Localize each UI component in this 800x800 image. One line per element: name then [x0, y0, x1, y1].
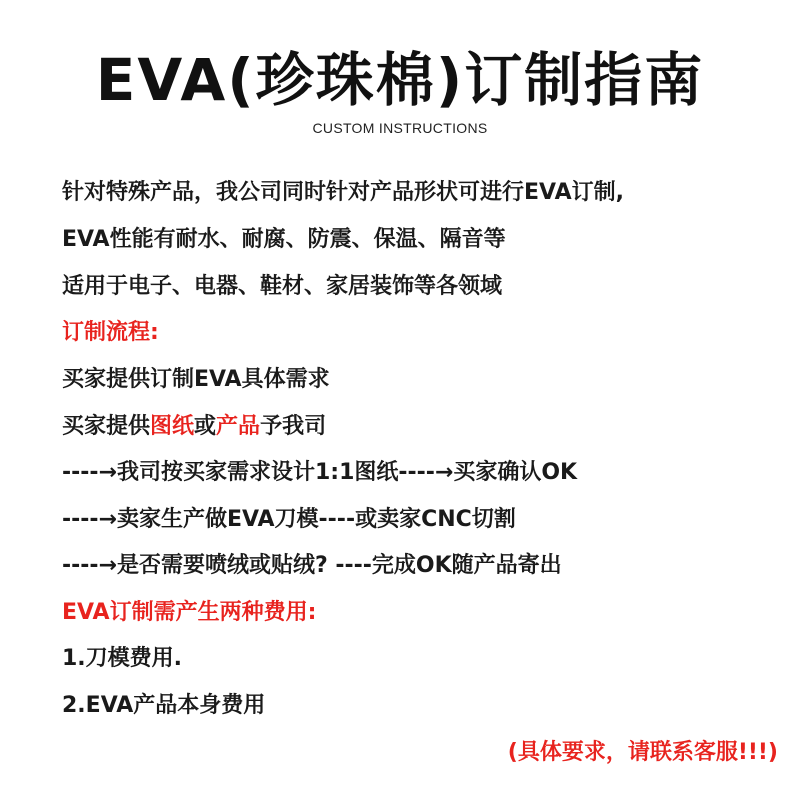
process-step-3: ----→我司按买家需求设计1:1图纸----→买家确认OK: [62, 460, 578, 485]
process-step-2-prefix: 买家提供: [62, 414, 151, 439]
page-subtitle: CUSTOM INSTRUCTIONS: [312, 120, 488, 136]
intro-line-2: EVA性能有耐水、耐腐、防震、保温、隔音等: [62, 227, 506, 252]
fee-item-1: 1.刀模费用.: [62, 646, 183, 671]
intro-line-3: 适用于电子、电器、鞋材、家居装饰等各领域: [62, 274, 503, 299]
process-step-1: 买家提供订制EVA具体需求: [62, 367, 330, 392]
fee-item-2: 2.EVA产品本身费用: [62, 693, 266, 718]
contact-note: (具体要求，请联系客服!!!): [507, 740, 778, 765]
highlight-product: 产品: [216, 414, 261, 439]
fees-heading: EVA订制需产生两种费用:: [62, 600, 317, 625]
page-title: EVA(珍珠棉)订制指南: [95, 46, 705, 114]
process-step-4: ----→卖家生产做EVA刀模----或卖家CNC切割: [62, 507, 516, 532]
process-step-2-mid: 或: [194, 414, 217, 439]
process-heading: 订制流程:: [62, 320, 159, 345]
intro-line-1: 针对特殊产品，我公司同时针对产品形状可进行EVA订制,: [62, 180, 624, 205]
process-step-5: ----→是否需要喷绒或贴绒? ----完成OK随产品寄出: [62, 553, 562, 578]
process-step-2-suffix: 予我司: [260, 414, 327, 439]
highlight-drawings: 图纸: [150, 414, 195, 439]
process-step-2: [62, 412, 326, 442]
